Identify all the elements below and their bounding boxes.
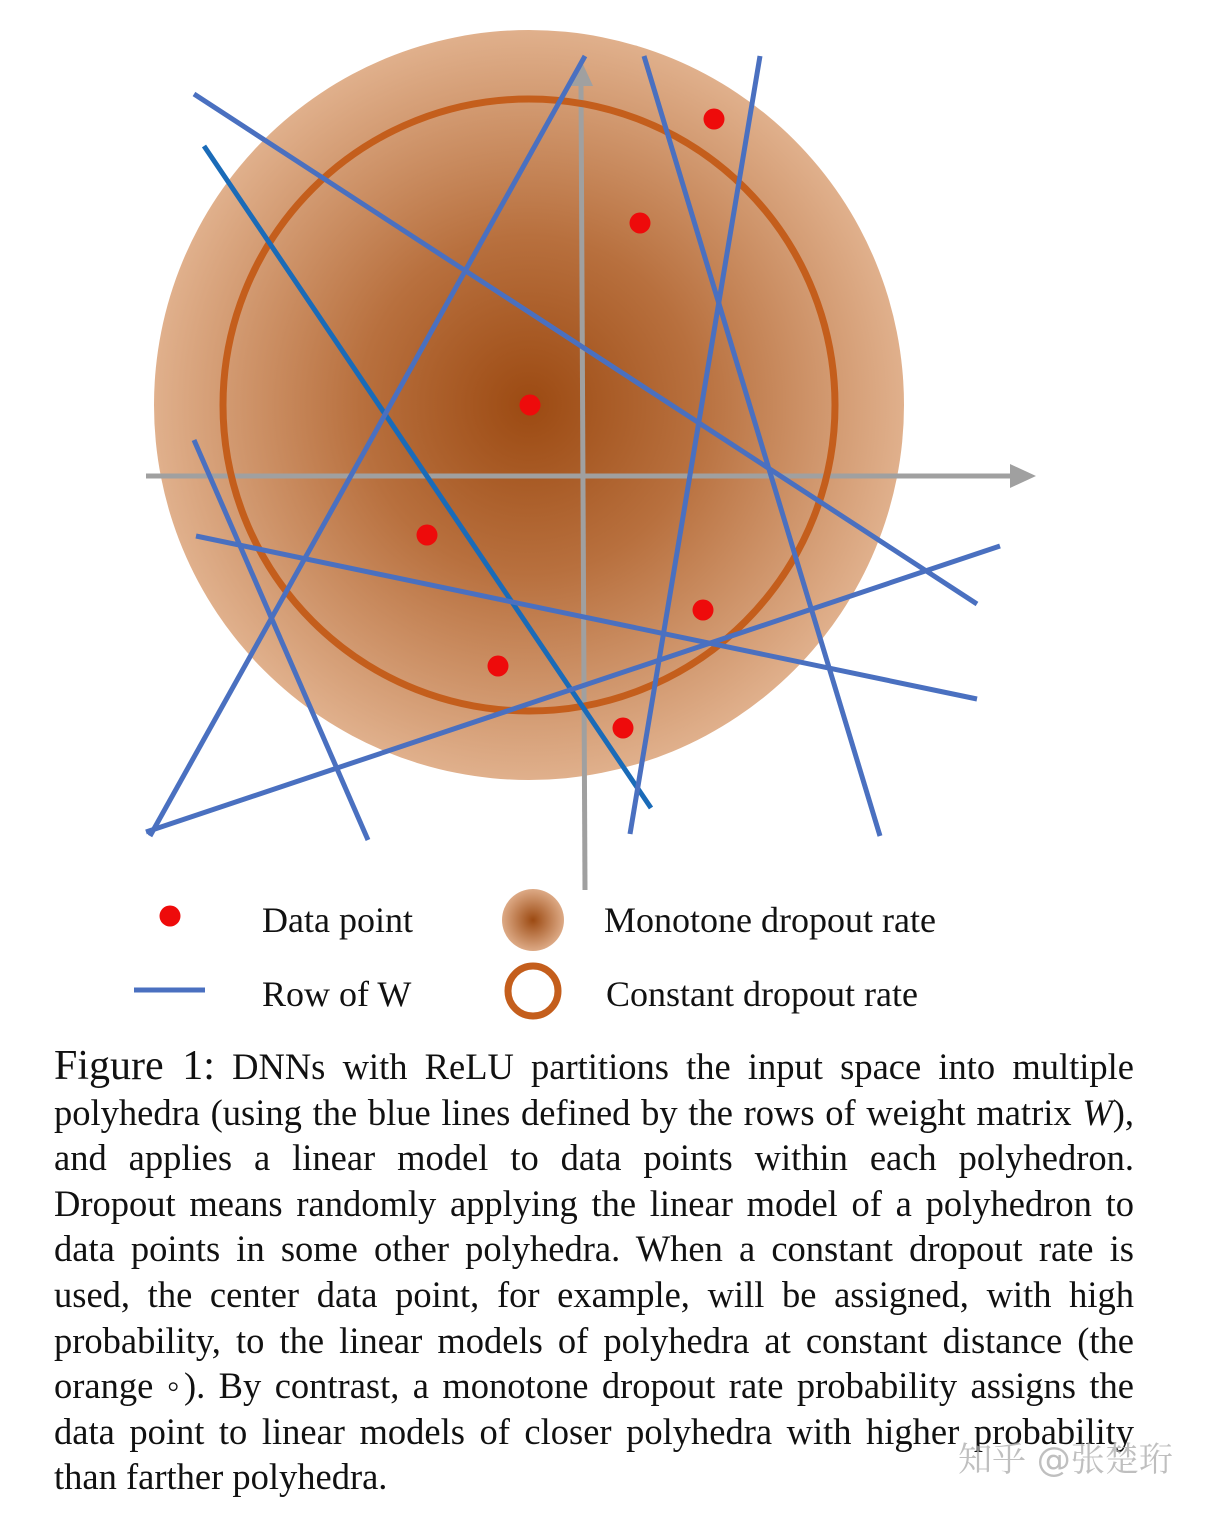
data-point bbox=[613, 718, 634, 739]
data-point bbox=[693, 600, 714, 621]
legend-data-point-label: Data point bbox=[262, 900, 413, 940]
red-dot-icon bbox=[160, 906, 181, 927]
figure-caption bbox=[54, 1044, 1134, 1500]
gradient-disc-icon bbox=[502, 889, 564, 951]
x-axis-arrow-icon bbox=[1010, 464, 1036, 488]
caption-text-part2: ), and applies a linear model to data points within each polyhedron. Dropout means randomly applying the linear model of a polyhedron to data points in some other polyhedra. When a constant dropout rate is used, the center data point, for example, will be assigned, with high probability, to the linear models of polyhedra at constant distance (the orange ◦). By contrast, a monotone dropout rate probability assigns the data point to linear models of closer polyhedra with higher probability than farther polyhedra. bbox=[54, 1091, 1134, 1498]
figure-label: Figure 1: bbox=[54, 1043, 215, 1089]
orange-ring-icon bbox=[508, 966, 558, 1016]
data-point bbox=[488, 656, 509, 677]
watermark: 知乎 @张楚珩 bbox=[958, 1440, 1173, 1480]
data-point bbox=[417, 525, 438, 546]
caption-text-part1: DNNs with ReLU partitions the input space into multiple polyhedra (using the blue lines defined by the rows of weight matrix bbox=[54, 1046, 1134, 1133]
legend-monotone-label: Monotone dropout rate bbox=[604, 900, 936, 940]
legend-constant-label: Constant dropout rate bbox=[606, 974, 918, 1014]
data-point bbox=[630, 213, 651, 234]
caption-math-w: W bbox=[1082, 1091, 1113, 1133]
legend-row-of-w-label: Row of W bbox=[262, 974, 412, 1014]
data-point bbox=[704, 109, 725, 130]
data-point bbox=[520, 395, 541, 416]
